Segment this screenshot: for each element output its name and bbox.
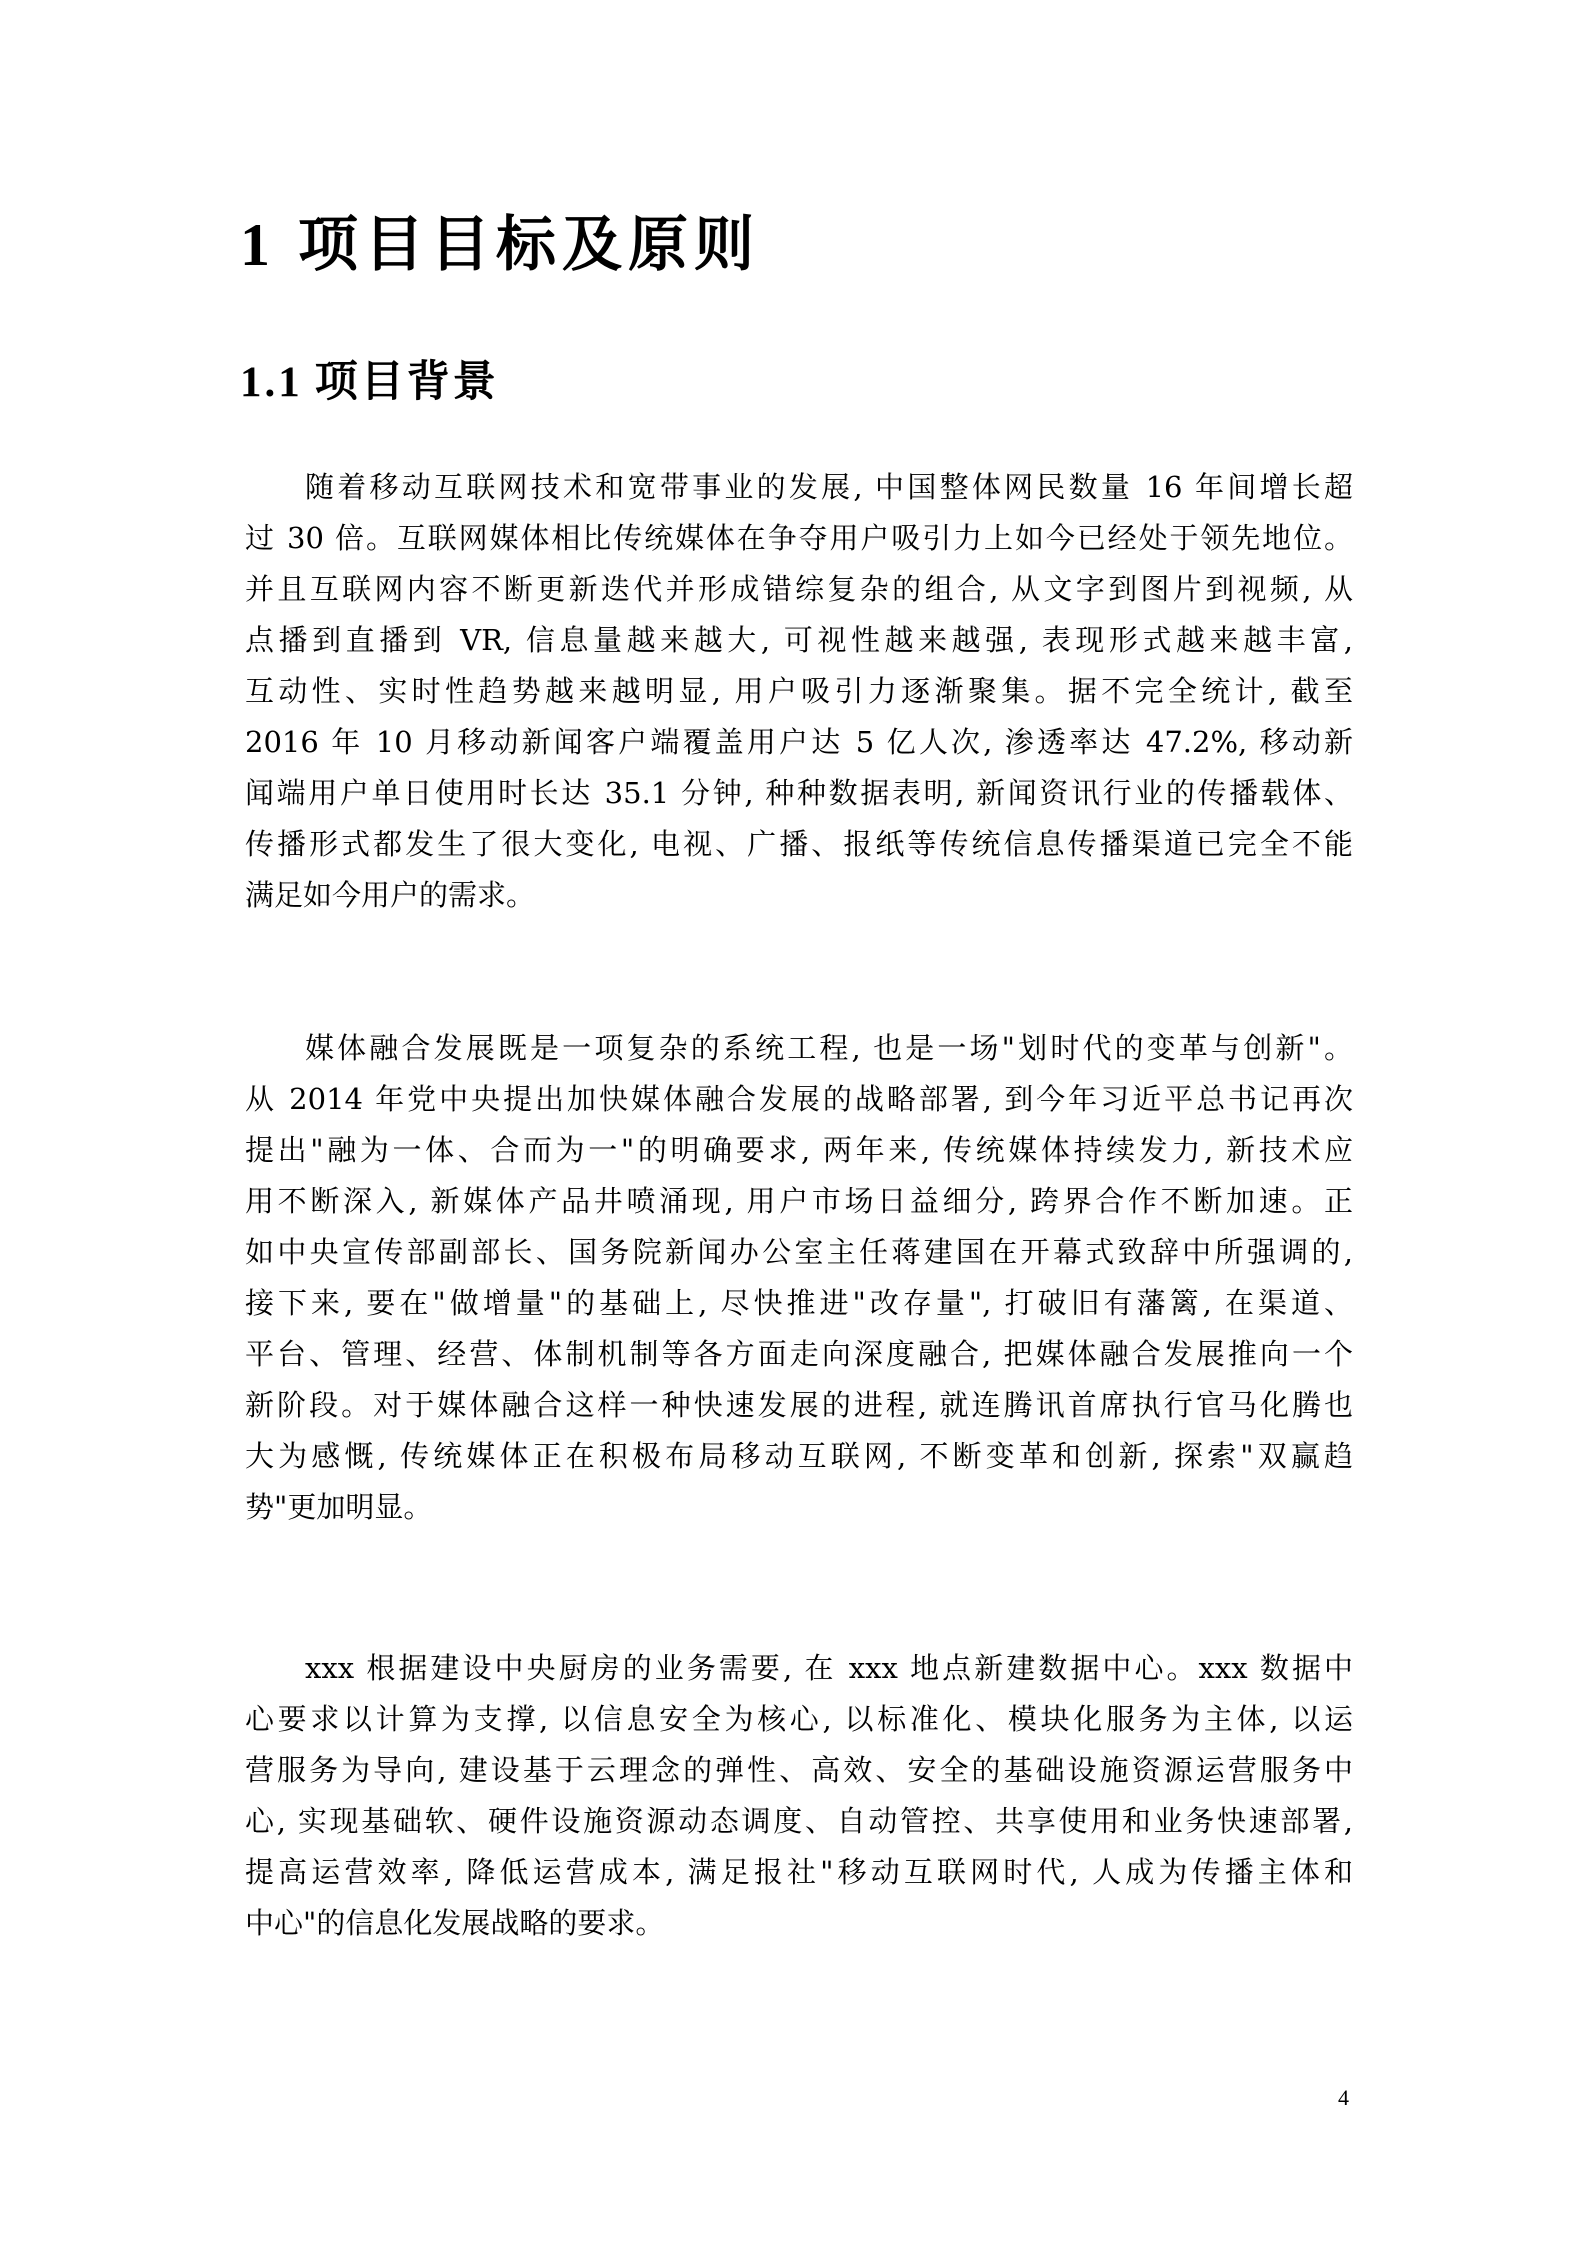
paragraph-line: 互动性、实时性趋势越来越明显, 用户吸引力逐渐聚集。据不完全统计, 截至 [245,674,1353,708]
paragraph-2 [245,1023,1353,1533]
paragraph-line: 2016 年 10 月移动新闻客户端覆盖用户达 5 亿人次, 渗透率达 47.2%, 移动新 [245,725,1353,759]
section-title: 项目背景 [314,357,499,407]
paragraph-line: 提出"融为一体、合而为一"的明确要求, 两年来, 传统媒体持续发力, 新技术应 [245,1133,1353,1167]
paragraph-line: 提高运营效率, 降低运营成本, 满足报社"移动互联网时代, 人成为传播主体和 [245,1855,1353,1889]
paragraph-line: 从 2014 年党中央提出加快媒体融合发展的战略部署, 到今年习近平总书记再次 [245,1082,1353,1116]
section-heading [240,352,499,413]
paragraph-3 [245,1643,1353,1949]
paragraph-line: 心, 实现基础软、硬件设施资源动态调度、自动管控、共享使用和业务快速部署, [245,1804,1353,1838]
paragraph-line: 过 30 倍。互联网媒体相比传统媒体在争夺用户吸引力上如今已经处于领先地位。 [245,521,1353,555]
chapter-heading [240,205,760,285]
paragraph-line: 平台、管理、经营、体制机制等各方面走向深度融合, 把媒体融合发展推向一个 [245,1337,1353,1371]
paragraph-line: 新阶段。对于媒体融合这样一种快速发展的进程, 就连腾讯首席执行官马化腾也 [245,1388,1353,1422]
paragraph-line: 传播形式都发生了很大变化, 电视、广播、报纸等传统信息传播渠道已完全不能 [245,827,1353,861]
paragraph-line: 闻端用户单日使用时长达 35.1 分钟, 种种数据表明, 新闻资讯行业的传播载体、 [245,776,1353,810]
paragraph-line: 如中央宣传部副部长、国务院新闻办公室主任蒋建国在开幕式致辞中所强调的, [245,1235,1353,1269]
paragraph-1 [245,462,1353,921]
paragraph-line: 心要求以计算为支撑, 以信息安全为核心, 以标准化、模块化服务为主体, 以运 [245,1702,1353,1736]
chapter-title: 项目目标及原则 [298,210,760,280]
paragraph-line: 用不断深入, 新媒体产品井喷涌现, 用户市场日益细分, 跨界合作不断加速。正 [245,1184,1353,1218]
paragraph-line: 接下来, 要在"做增量"的基础上, 尽快推进"改存量", 打破旧有藩篱, 在渠道、 [245,1286,1353,1320]
section-number: 1.1 [240,359,303,406]
paragraph-line: 营服务为导向, 建设基于云理念的弹性、高效、安全的基础设施资源运营服务中 [245,1753,1353,1787]
paragraph-line: 并且互联网内容不断更新迭代并形成错综复杂的组合, 从文字到图片到视频, 从 [245,572,1353,606]
paragraph-line: 中心"的信息化发展战略的要求。 [245,1906,665,1940]
paragraph-line: 大为感慨, 传统媒体正在积极布局移动互联网, 不断变革和创新, 探索"双赢趋 [245,1439,1353,1473]
paragraph-line: 随着移动互联网技术和宽带事业的发展, 中国整体网民数量 16 年间增长超 [305,470,1353,504]
paragraph-line: 媒体融合发展既是一项复杂的系统工程, 也是一场"划时代的变革与创新"。 [305,1031,1353,1065]
paragraph-line: 点播到直播到 VR, 信息量越来越大, 可视性越来越强, 表现形式越来越丰富, [245,623,1353,657]
paragraph-line: 势"更加明显。 [245,1490,433,1524]
chapter-number: 1 [240,212,276,278]
paragraph-line: xxx 根据建设中央厨房的业务需要, 在 xxx 地点新建数据中心。xxx 数据中 [305,1651,1353,1685]
paragraph-line: 满足如今用户的需求。 [245,878,536,912]
page-number: 4 [1338,2085,1349,2110]
